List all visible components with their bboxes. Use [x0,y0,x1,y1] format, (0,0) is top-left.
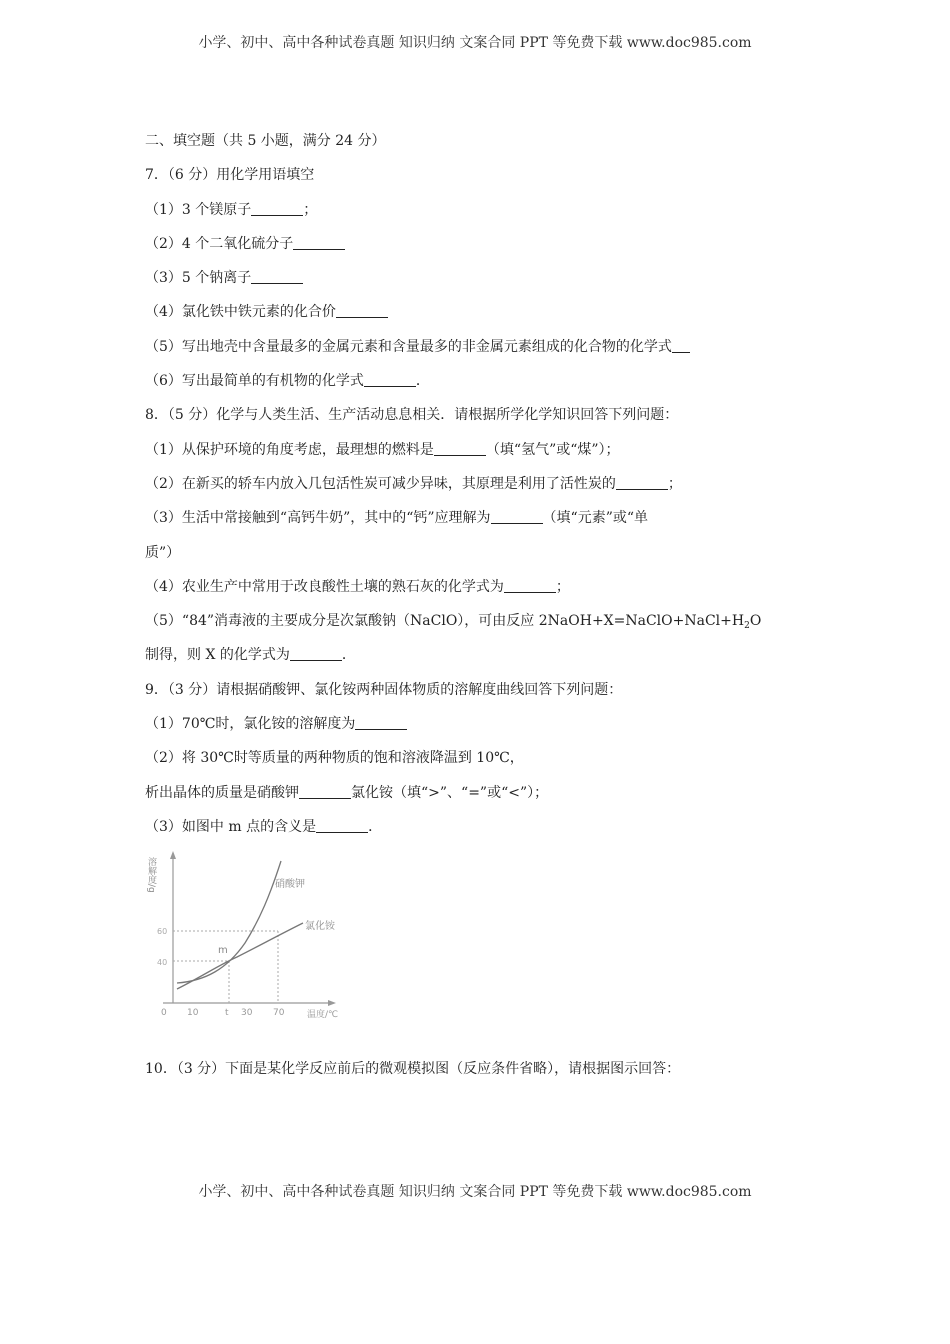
q8-part-3: （3）生活中常接触到“高钙牛奶”，其中的“钙”应理解为 （填“元素”或“单 [145,501,810,535]
answer-blank[interactable] [299,780,351,799]
answer-blank[interactable] [491,505,543,524]
point-m-label: m [218,945,228,956]
q7-part-6: （6）写出最简单的有机物的化学式 ． [145,364,810,398]
q7-part-2: （2）4 个二氧化硫分子 [145,227,810,261]
x-tick-label: 0 [161,1008,167,1018]
y-axis-arrow [170,851,176,859]
q8-part-2: （2）在新买的轿车内放入几包活性炭可减少异味，其原理是利用了活性炭的 ； [145,467,810,501]
q8-part-3-cont: 质”） [145,544,181,561]
q8-part-5: （5）“84”消毒液的主要成分是次氯酸钠（NaClO），可由反应 $2NaOH+X=NaClO+NaCl+H_2O$ [145,613,762,632]
q8-part-1: （1）从保护环境的角度考虑，最理想的燃料是 （填“氢气”或“煤”）； [145,433,810,467]
q7-part-4: （4）氯化铁中铁元素的化合价 [145,295,810,329]
answer-blank[interactable] [364,368,416,387]
x-tick-label: 10 [187,1008,199,1018]
q8-stem: 8．（5 分）化学与人类生活、生产活动息息相关．请根据所学化学知识回答下列问题： [145,407,679,424]
answer-blank[interactable] [336,299,388,318]
y-tick-label: 60 [157,927,168,936]
answer-blank[interactable] [616,471,668,490]
q7-part-5: （5）写出地壳中含量最多的金属元素和含量最多的非金属元素组成的化合物的化学式 [145,330,810,364]
y-axis-label: 溶解度/g [146,857,156,893]
answer-blank[interactable] [251,265,303,284]
answer-blank[interactable] [672,334,690,353]
q7-stem: 7．（6 分）用化学用语填空 [145,167,315,184]
answer-blank[interactable] [290,642,342,661]
x-axis-label: 温度/℃ [307,1010,339,1020]
q9-part-2-cont: 析出晶体的质量是硝酸钾 氯化铵（填“>”、“=”或“<”）； [145,776,810,810]
question-content [145,124,810,844]
solubility-curve-chart [145,843,370,1023]
series-line-potassium-nitrate [177,861,281,983]
x-tick-label: 70 [273,1008,285,1018]
q7-part-3: （3）5 个钠离子 [145,261,810,295]
x-tick-label: t [225,1008,229,1018]
section-title: 二、填空题（共 5 小题，满分 24 分） [145,133,386,149]
q10-stem: 10．（3 分）下面是某化学反应前后的微观模拟图（反应条件省略），请根据图示回答： [145,1061,681,1077]
q9-part-2: （2）将 30℃时等质量的两种物质的饱和溶液降温到 10℃， [145,750,524,767]
answer-blank[interactable] [355,711,407,730]
q9-part-1: （1）70℃时，氯化铵的溶解度为 [145,707,810,741]
series-label-potassium-nitrate: 硝酸钾 [275,879,305,890]
x-axis-arrow [328,1000,336,1006]
x-tick-label: 30 [241,1008,253,1018]
series-line-ammonium-chloride [177,923,303,989]
q7-part-1: （1）3 个镁原子 ； [145,193,810,227]
answer-blank[interactable] [504,574,556,593]
q8-part-4: （4）农业生产中常用于改良酸性土壤的熟石灰的化学式为 ； [145,570,810,604]
answer-blank[interactable] [316,814,368,833]
q9-stem: 9．（3 分）请根据硝酸钾、氯化铵两种固体物质的溶解度曲线回答下列问题： [145,681,623,698]
answer-blank[interactable] [251,197,303,216]
series-label-ammonium-chloride: 氯化铵 [305,921,335,932]
y-tick-label: 40 [157,958,168,967]
answer-blank[interactable] [434,437,486,456]
page-header: 小学、初中、高中各种试卷真题 知识归纳 文案合同 PPT 等免费下载 www.doc985.com [198,35,752,51]
q9-part-3: （3）如图中 m 点的含义是 ． [145,810,810,844]
page-footer: 小学、初中、高中各种试卷真题 知识归纳 文案合同 PPT 等免费下载 www.doc985.com [198,1184,752,1200]
answer-blank[interactable] [293,231,345,250]
q8-part-5-cont: 制得，则 X 的化学式为 ． [145,638,810,672]
